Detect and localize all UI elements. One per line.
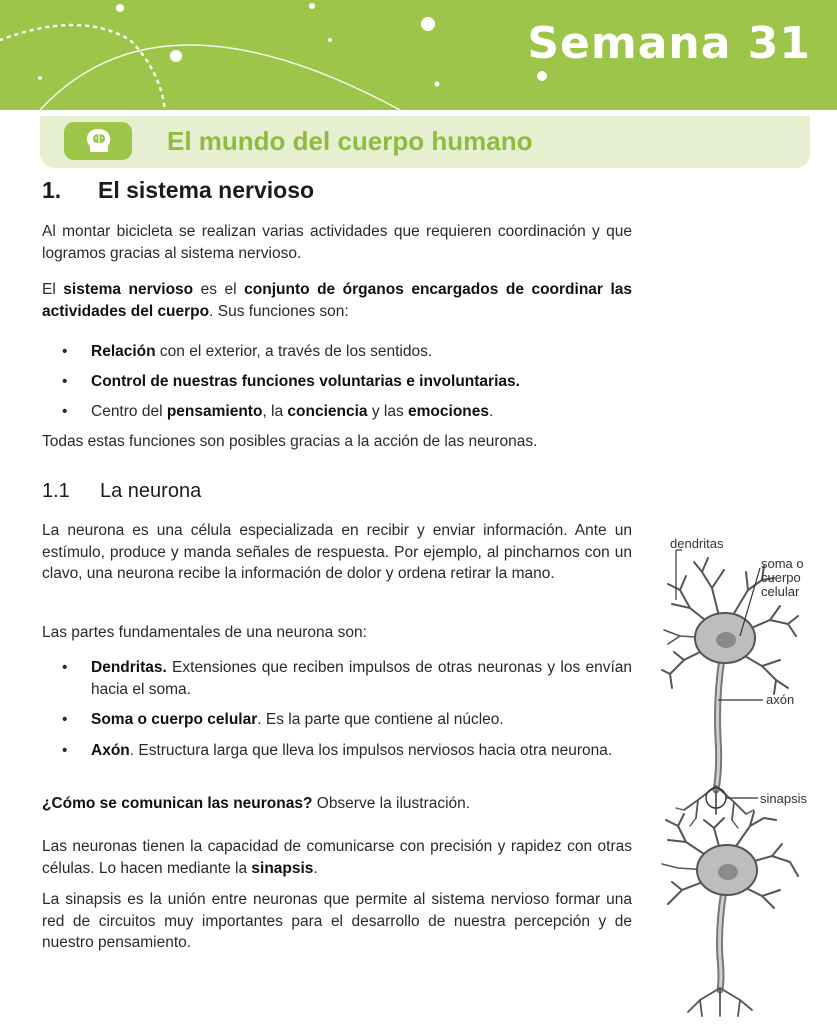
subsection-title: La neurona — [100, 480, 202, 502]
list-item: • Centro del pensamiento, la conciencia y las emociones. — [62, 403, 494, 420]
label-dendritas: dendritas — [670, 536, 724, 551]
page-header — [0, 0, 837, 110]
list-item: • Control de nuestras funciones voluntarias e involuntarias. — [62, 373, 520, 390]
subsection-heading — [42, 480, 201, 503]
section-heading — [42, 177, 314, 204]
label-sinapsis: sinapsis — [760, 791, 807, 806]
neuron-intro: La neurona es una célula especializada en recibir y enviar información. Ante un estímulo, produce y manda señales de respuesta. Por ejemplo, al pincharnos con un clavo, una neurona recibe la información de dolor y ordena retirar la mano. — [42, 522, 632, 582]
list-item: • Relación con el exterior, a través de los sentidos. — [62, 343, 433, 360]
subsection-number: 1.1 — [42, 480, 70, 502]
section-closing: Todas estas funciones son posibles gracias a la acción de las neuronas. — [42, 433, 538, 450]
list-item: • Soma o cuerpo celular. Es la parte que contiene al núcleo. — [62, 711, 504, 728]
neuron-illustration — [650, 528, 837, 1018]
question-paragraph: ¿Cómo se comunican las neuronas? Observe la ilustración. — [42, 795, 471, 812]
label-soma-line2: cuerpo — [761, 570, 801, 585]
definition-paragraph: El sistema nervioso es el conjunto de órganos encargados de coordinar las actividades del cuerpo. Sus funciones son: — [42, 281, 633, 320]
communication-paragraph: Las neuronas tienen la capacidad de comunicarse con precisión y rapidez con otras células. Lo hacen mediante la sinapsis. — [42, 838, 632, 877]
topic-title: El mundo del cuerpo humano — [167, 126, 533, 156]
parts-intro: Las partes fundamentales de una neurona son: — [42, 624, 367, 641]
label-axon: axón — [766, 692, 795, 707]
section-number: 1. — [42, 177, 62, 203]
list-item: • Axón. Estructura larga que lleva los impulsos nerviosos hacia otra neurona. — [62, 742, 613, 759]
synapse-definition: La sinapsis es la unión entre neuronas que permite al sistema nervioso formar una red de circuitos muy importantes para el desarrollo de nuestra percepción y de nuestro pensamiento. — [42, 891, 632, 951]
section-title: El sistema nervioso — [98, 177, 315, 203]
brain-head-icon — [64, 122, 132, 160]
week-title: Semana 31 — [527, 18, 811, 69]
label-soma-line1: soma o — [761, 556, 804, 571]
topic-bar — [40, 116, 810, 168]
label-soma-line3: celular — [761, 584, 800, 599]
list-item: • Dendritas. Extensiones que reciben impulsos de otras neuronas y los envían hacia el soma. — [62, 659, 632, 698]
section-intro: Al montar bicicleta se realizan varias actividades que requieren coordinación y que logramos gracias al sistema nervioso. — [42, 223, 632, 262]
